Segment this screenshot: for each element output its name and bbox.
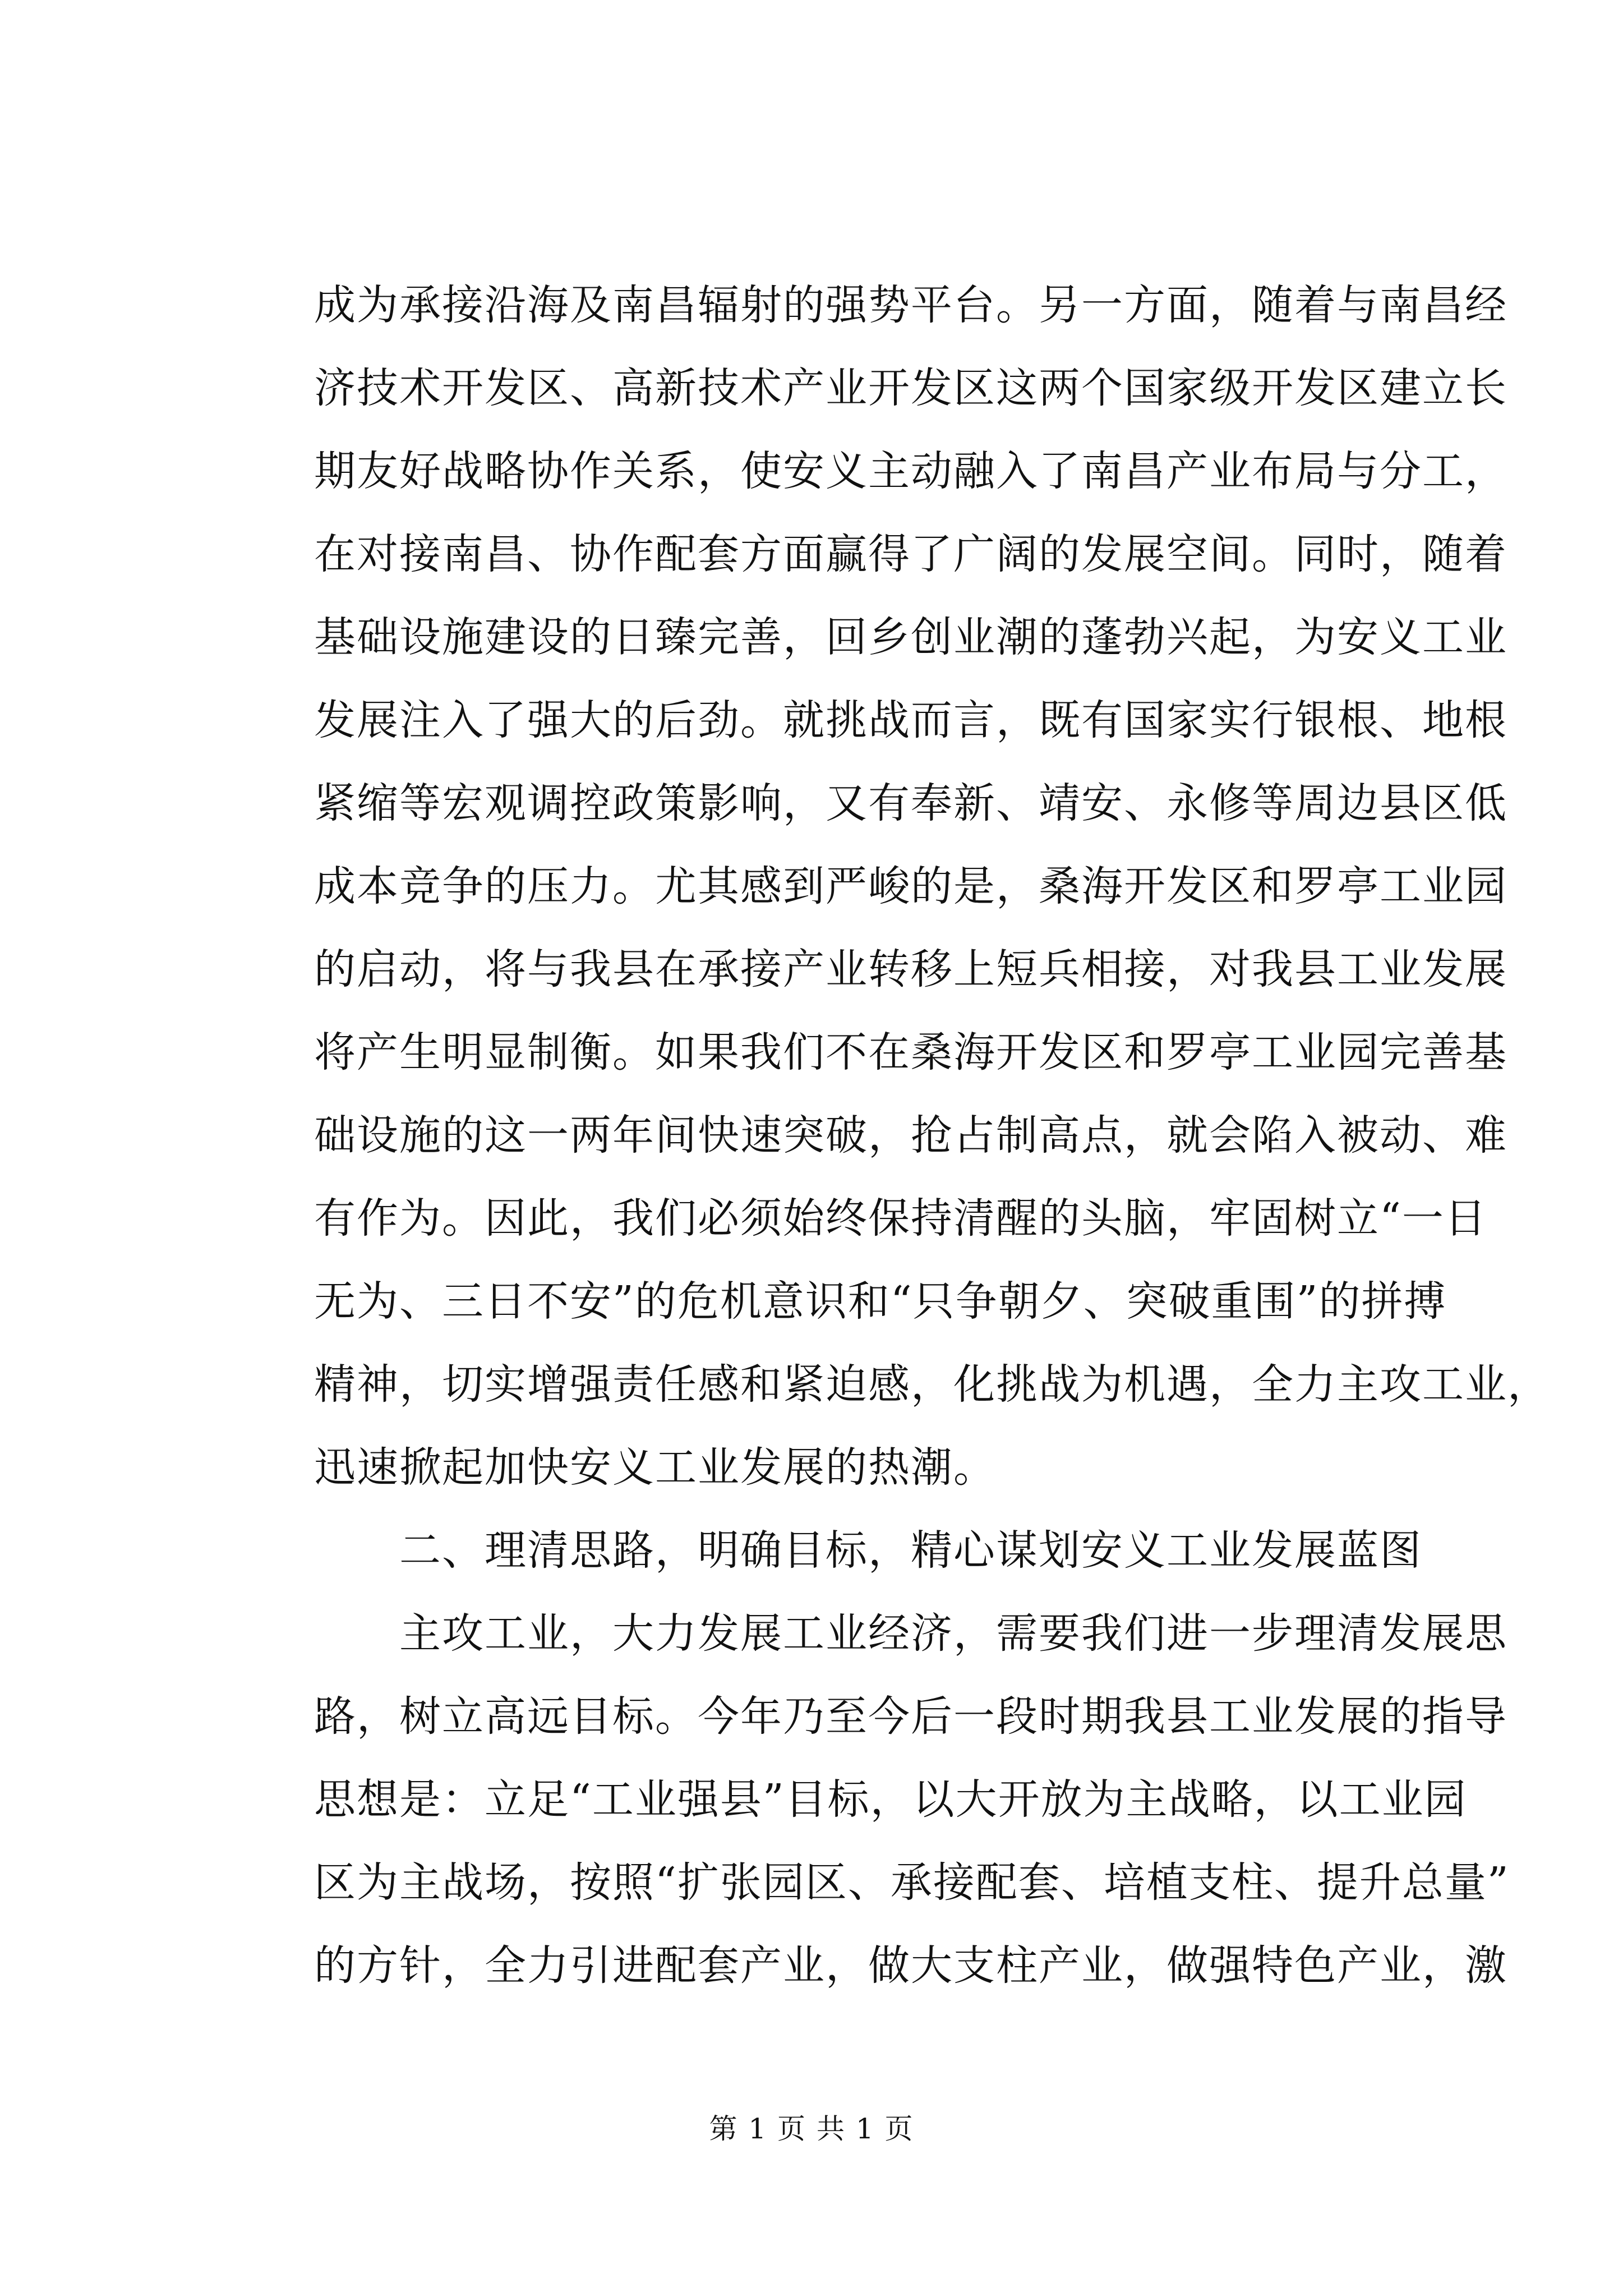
text-line: 发展注入了强大的后劲。就挑战而言，既有国家实行银根、地根 — [314, 696, 1507, 744]
text-line: 的方针，全力引进配套产业，做大支柱产业，做强特色产业，激 — [314, 1941, 1507, 1990]
text-line: 紧缩等宏观调控政策影响，又有奉新、靖安、永修等周边县区低 — [314, 779, 1507, 827]
text-line: 迅速掀起加快安义工业发展的热潮。 — [314, 1443, 996, 1492]
text-line: 成为承接沿海及南昌辐射的强势平台。另一方面，随着与南昌经 — [314, 281, 1507, 329]
text-line: 路，树立高远目标。今年乃至今后一段时期我县工业发展的指导 — [314, 1692, 1507, 1741]
text-line: 有作为。因此，我们必须始终保持清醒的头脑，牢固树立“一日 — [314, 1194, 1487, 1243]
text-line: 济技术开发区、高新技术产业开发区这两个国家级开发区建立长 — [314, 364, 1507, 412]
page-footer — [0, 2112, 1623, 2146]
text-line: 基础设施建设的日臻完善，回乡创业潮的蓬勃兴起，为安义工业 — [314, 613, 1507, 661]
text-line: 将产生明显制衡。如果我们不在桑海开发区和罗亭工业园完善基 — [314, 1028, 1507, 1076]
text-line: 精神，切实增强责任感和紧迫感，化挑战为机遇，全力主攻工业， — [314, 1360, 1550, 1409]
text-line: 无为、三日不安”的危机意识和“只争朝夕、突破重围”的拼搏 — [314, 1277, 1447, 1326]
document-body — [314, 264, 1550, 2007]
text-line: 的启动，将与我县在承接产业转移上短兵相接，对我县工业发展 — [314, 945, 1507, 993]
text-line: 思想是：立足“工业强县”目标，以大开放为主战略，以工业园 — [314, 1775, 1467, 1824]
section-heading: 二、理清思路，明确目标，精心谋划安义工业发展蓝图 — [314, 1526, 1422, 1575]
text-line: 主攻工业，大力发展工业经济，需要我们进一步理清发展思 — [314, 1609, 1507, 1658]
page-number: 第 1 页 共 1 页 — [709, 2113, 914, 2145]
text-line: 区为主战场，按照“扩张园区、承接配套、培植支柱、提升总量” — [314, 1858, 1510, 1907]
text-line: 础设施的这一两年间快速突破，抢占制高点，就会陷入被动、难 — [314, 1111, 1507, 1159]
text-line: 在对接南昌、协作配套方面赢得了广阔的发展空间。同时，随着 — [314, 530, 1507, 578]
text-line: 成本竞争的压力。尤其感到严峻的是，桑海开发区和罗亭工业园 — [314, 862, 1507, 910]
text-line: 期友好战略协作关系，使安义主动融入了南昌产业布局与分工， — [314, 447, 1507, 495]
